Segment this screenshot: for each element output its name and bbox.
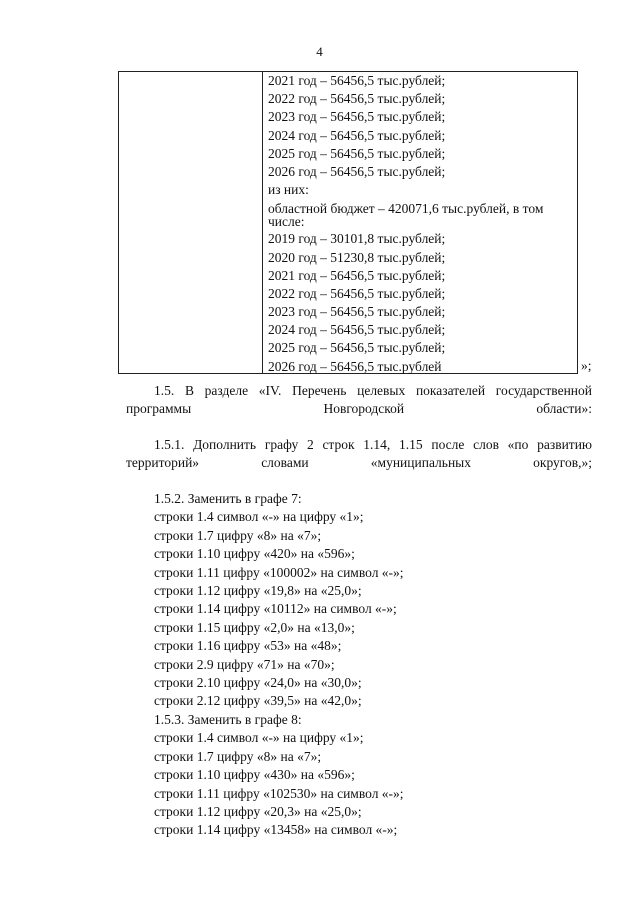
list-item: строки 1.15 цифру «2,0» на «13,0»; bbox=[154, 619, 355, 635]
table-line: из них: bbox=[268, 182, 309, 198]
list-item: строки 1.10 цифру «430» на «596»; bbox=[154, 767, 355, 783]
table-line: 2023 год – 56456,5 тыс.рублей; bbox=[268, 304, 446, 320]
table-line: 2021 год – 56456,5 тыс.рублей; bbox=[268, 73, 446, 88]
table-line: 2026 год – 56456,5 тыс.рублей; bbox=[268, 163, 446, 179]
table-line: 2025 год – 56456,5 тыс.рублей; bbox=[268, 340, 446, 356]
list-item: строки 1.11 цифру «100002» на символ «-»; bbox=[154, 564, 404, 580]
list-item: строки 1.16 цифру «53» на «48»; bbox=[154, 638, 342, 654]
list-item: строки 2.10 цифру «24,0» на «30,0»; bbox=[154, 675, 362, 691]
page-number: 4 bbox=[316, 44, 323, 59]
table-line: 2019 год – 30101,8 тыс.рублей; bbox=[268, 231, 446, 247]
table-right-cell bbox=[263, 72, 577, 373]
paragraph-1-5-3: 1.5.3. Заменить в графе 8: bbox=[154, 711, 302, 727]
list-item: строки 2.9 цифру «71» на «70»; bbox=[154, 656, 335, 672]
table-line: 2023 год – 56456,5 тыс.рублей; bbox=[268, 109, 446, 125]
list-item: строки 1.7 цифру «8» на «7»; bbox=[154, 748, 322, 764]
funding-table bbox=[118, 71, 578, 374]
list-item: строки 1.14 цифру «10112» на символ «-»; bbox=[154, 601, 397, 617]
list-item: строки 1.4 символ «-» на цифру «1»; bbox=[154, 509, 364, 525]
table-line: областной бюджет – 420071,6 тыс.рублей, в том числе: bbox=[268, 201, 544, 230]
list-item: строки 1.7 цифру «8» на «7»; bbox=[154, 527, 322, 543]
list-item: строки 1.10 цифру «420» на «596»; bbox=[154, 546, 355, 562]
table-line: 2024 год – 56456,5 тыс.рублей; bbox=[268, 322, 446, 338]
table-line: 2024 год – 56456,5 тыс.рублей; bbox=[268, 127, 446, 143]
list-item: строки 1.12 цифру «19,8» на «25,0»; bbox=[154, 583, 362, 599]
list-item: строки 2.12 цифру «39,5» на «42,0»; bbox=[154, 693, 362, 709]
list-item: строки 1.12 цифру «20,3» на «25,0»; bbox=[154, 803, 362, 819]
list-item: строки 1.11 цифру «102530» на символ «-»; bbox=[154, 785, 404, 801]
table-line: 2025 год – 56456,5 тыс.рублей; bbox=[268, 145, 446, 161]
list-item: строки 1.4 символ «-» на цифру «1»; bbox=[154, 730, 364, 746]
table-line: 2022 год – 56456,5 тыс.рублей; bbox=[268, 285, 446, 301]
section-1-5-heading: 1.5. В разделе «IV. Перечень целевых показателей государственной программы Новгородской области»: bbox=[126, 383, 592, 416]
table-line: 2021 год – 56456,5 тыс.рублей; bbox=[268, 267, 446, 283]
paragraph-1-5-2: 1.5.2. Заменить в графе 7: bbox=[154, 491, 302, 506]
table-line: 2026 год – 56456,5 тыс.рублей bbox=[268, 358, 442, 374]
table-closing-quote: »; bbox=[581, 358, 592, 373]
paragraph-1-5-1: 1.5.1. Дополнить графу 2 строк 1.14, 1.15 после слов «по развитию территорий» словами «муниципальных округов,»; bbox=[126, 437, 592, 470]
table-left-cell bbox=[119, 72, 263, 373]
list-item: строки 1.14 цифру «13458» на символ «-»; bbox=[154, 822, 398, 838]
amendment-text bbox=[126, 382, 592, 840]
table-line: 2020 год – 51230,8 тыс.рублей; bbox=[268, 249, 446, 265]
table-line: 2022 год – 56456,5 тыс.рублей; bbox=[268, 91, 446, 107]
